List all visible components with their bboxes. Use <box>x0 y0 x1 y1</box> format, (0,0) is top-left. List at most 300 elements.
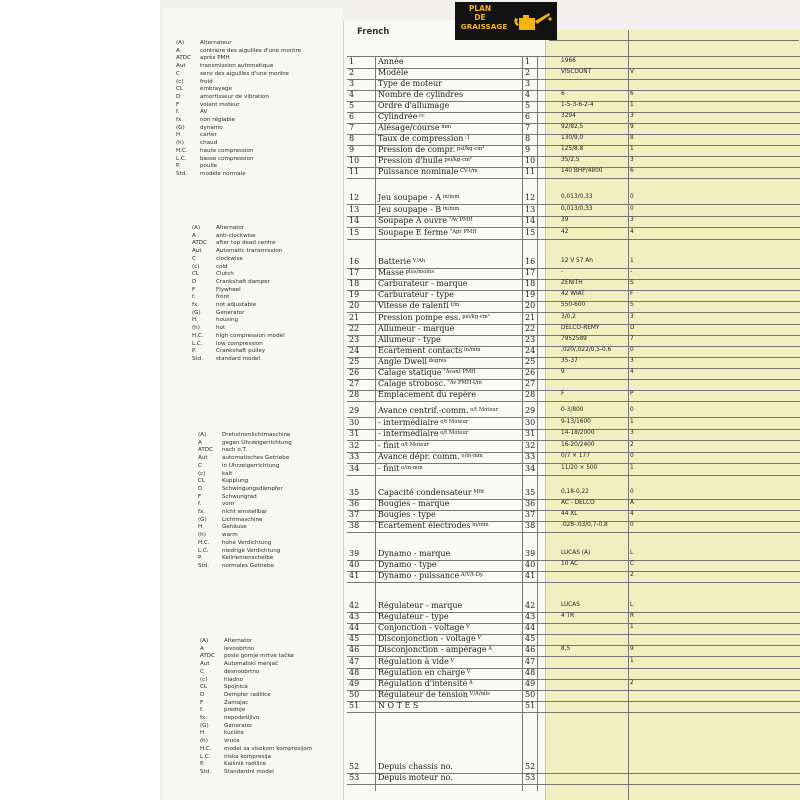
row-number-right: 18 <box>525 279 536 289</box>
glossary-entry <box>192 325 285 333</box>
glossary-entry <box>192 302 285 310</box>
glossary-definition: clockwise <box>216 255 243 262</box>
glossary-abbreviation: D <box>198 485 203 492</box>
spec-row <box>345 560 800 571</box>
glossary-abbreviation: (A) <box>192 225 201 231</box>
glossary-entry <box>176 40 301 48</box>
row-unit: t/m <box>448 302 460 309</box>
row-number-right: 45 <box>525 634 536 644</box>
row-value-next: 0 <box>630 489 634 495</box>
glossary-definition: chaud <box>200 140 218 147</box>
glossary-entry <box>200 653 312 661</box>
row-unit: o/t Moteur <box>468 407 499 413</box>
glossary-entry <box>192 317 285 325</box>
row-number-right: 9 <box>525 145 531 154</box>
row-number-right: 27 <box>525 379 536 389</box>
glossary-abbreviation: (h) <box>192 325 200 332</box>
row-number-right: 20 <box>525 301 536 311</box>
row-label: Soupape A ouvre $^{^\circ Av PMH}$ <box>378 216 473 225</box>
row-unit: V <box>465 668 471 675</box>
row-number-right: 17 <box>525 268 536 278</box>
glossary-definition: dynamo <box>200 124 223 131</box>
row-value: 9 <box>561 369 565 375</box>
row-number-right: 21 <box>525 312 536 322</box>
row-number: 31 <box>349 429 360 439</box>
spec-row <box>345 79 800 90</box>
glossary-entry <box>176 63 301 71</box>
row-number: 27 <box>349 379 360 389</box>
glossary-entry <box>192 294 285 302</box>
row-number-right: 32 <box>525 440 536 450</box>
row-unit: °Avant PMH <box>441 369 476 375</box>
glossary-abbreviation: H.C. <box>192 332 204 339</box>
row-number: 22 <box>349 323 360 333</box>
row-unit: o/t Moteur <box>399 441 430 448</box>
row-number: 21 <box>349 312 360 322</box>
row-value: 1966 <box>561 58 576 64</box>
language-label: French <box>357 27 390 37</box>
glossary-block <box>198 432 292 571</box>
row-label: Alésage/course $^{mm}$ <box>378 123 452 132</box>
spec-row <box>345 123 800 134</box>
row-number: 51 <box>349 700 360 710</box>
row-value-next: 0 <box>630 346 634 353</box>
row-label: Régulation en charge $^V$ <box>378 667 471 677</box>
row-label: Dynamo - marque <box>378 549 451 558</box>
plan-de-graissage-badge[interactable] <box>455 2 557 40</box>
row-number-right: 7 <box>525 123 531 132</box>
row-value: .028-.03/0,7-0,8 <box>561 522 608 528</box>
row-label: Année <box>378 57 404 66</box>
row-unit: in/mm <box>470 522 489 528</box>
glossary-entry <box>176 55 301 63</box>
glossary-entry <box>200 692 312 700</box>
row-number: 32 <box>349 440 360 450</box>
row-value-next: C <box>630 561 635 568</box>
glossary-definition: hot <box>216 325 226 332</box>
row-label: Bougies - marque <box>378 499 450 508</box>
row-value: 35/2,5 <box>561 157 580 163</box>
glossary-abbreviation: F <box>192 286 196 293</box>
row-unit: :1 <box>463 135 471 141</box>
glossary-entry <box>176 117 301 125</box>
row-value: 130/9,0 <box>561 135 584 141</box>
glossary-entry <box>200 746 312 754</box>
glossary-abbreviation: C <box>192 255 196 262</box>
glossary-entry <box>192 341 285 349</box>
glossary-abbreviation: fx. <box>200 715 208 722</box>
row-label: Bougies - type <box>378 510 436 519</box>
glossary-entry <box>200 769 312 777</box>
glossary-definition: transmission automatique <box>200 63 274 70</box>
table-rule <box>549 40 799 41</box>
row-number: 4 <box>349 90 355 99</box>
row-value-next: 1 <box>630 624 634 631</box>
glossary-block <box>176 40 301 179</box>
row-unit: V <box>448 657 455 664</box>
spec-row <box>345 623 800 634</box>
glossary-abbreviation: P. <box>176 163 181 170</box>
row-number: 25 <box>349 356 360 366</box>
glossary-definition: non réglable <box>200 117 235 124</box>
glossary-abbreviation: C <box>198 462 202 469</box>
row-label: Batterie $^{V/Ah}$ <box>378 257 426 266</box>
row-number: 52 <box>349 762 360 771</box>
glossary-block <box>200 638 312 777</box>
glossary-abbreviation: L.C. <box>192 340 203 347</box>
row-value: 11/20 × 500 <box>561 465 598 471</box>
row-number: 13 <box>349 204 360 214</box>
glossary-abbreviation: ATDC <box>198 447 214 454</box>
row-number-right: 46 <box>525 645 536 655</box>
table-rule <box>347 239 800 240</box>
row-value: 3294 <box>561 113 576 119</box>
row-value-next: 4 <box>630 369 634 375</box>
row-number: 15 <box>349 227 360 237</box>
spec-row <box>345 57 800 68</box>
glossary-entry <box>198 478 292 486</box>
spec-row <box>345 301 800 312</box>
row-value: 4 TR <box>561 613 575 620</box>
row-value-next: 6 <box>630 91 634 97</box>
spec-row <box>345 90 800 101</box>
spec-row <box>345 634 800 645</box>
row-number: 14 <box>349 216 360 225</box>
row-number-right: 11 <box>525 167 536 176</box>
row-number-right: 5 <box>525 101 531 110</box>
row-number: 37 <box>349 510 360 519</box>
glossary-definition: gegen Uhrzeigerrichtung <box>222 439 292 446</box>
glossary-entry <box>198 501 292 509</box>
row-number: 49 <box>349 678 360 688</box>
glossary-entry <box>192 248 285 256</box>
table-rule <box>347 475 800 476</box>
glossary-entry <box>192 264 285 272</box>
row-number: 5 <box>349 101 355 110</box>
glossary-abbreviation: f. <box>198 501 202 508</box>
row-number-right: 31 <box>525 429 536 439</box>
row-label: - intermédiaire $^{o/t Moteur}$ <box>378 429 469 439</box>
row-number-right: 44 <box>525 623 536 633</box>
glossary-definition: Automatic transmission <box>216 248 283 255</box>
row-value-next: 3 <box>630 430 634 437</box>
glossary-entry <box>200 700 312 708</box>
glossary-definition: amortisseur de vibration <box>200 93 269 100</box>
row-value-next: A <box>630 500 634 506</box>
row-value-next: 3 <box>630 113 634 119</box>
row-label: Conjonction - voltage $^V$ <box>378 623 470 633</box>
row-number: 1 <box>349 57 355 66</box>
glossary-entry <box>198 509 292 517</box>
glossary-definition: hladno <box>224 676 244 683</box>
glossary-entry <box>198 432 292 440</box>
glossary-definition: levoobrtno <box>224 645 255 652</box>
glossary-definition: cold <box>216 263 228 270</box>
spec-row <box>345 346 800 357</box>
glossary-definition: Alternateur <box>200 40 232 46</box>
spec-row <box>345 390 800 401</box>
row-value: 0-3/800 <box>561 407 584 413</box>
row-unit: in/mm <box>441 194 460 200</box>
row-number-right: 25 <box>525 356 536 366</box>
row-number: 50 <box>349 689 360 699</box>
row-label: Disconjonction - voltage $^V$ <box>378 634 482 644</box>
glossary-definition: warm <box>222 532 238 539</box>
row-value-next: 4 <box>630 511 634 517</box>
glossary-abbreviation: f. <box>200 707 204 714</box>
row-number: 8 <box>349 134 355 143</box>
row-number-right: 13 <box>525 204 536 214</box>
row-number: 40 <box>349 560 360 570</box>
row-value: ,020/,022/0,5-0,6 <box>561 346 612 353</box>
row-label: Angle Dwell $^{degrés}$ <box>378 356 447 366</box>
row-number-right: 12 <box>525 193 536 202</box>
row-value-next: 1 <box>630 102 634 108</box>
row-unit: o/t Moteur <box>438 430 469 437</box>
glossary-entry <box>192 287 285 295</box>
row-value-next: P <box>630 391 634 398</box>
row-label: Pression de compr. $^{psi/kg-cm^2}$ <box>378 145 485 154</box>
glossary-entry <box>198 463 292 471</box>
row-value-next: L <box>630 602 634 608</box>
glossary-definition: Drehstromlichtmaschine <box>222 432 291 438</box>
glossary-entry <box>200 707 312 715</box>
row-number: 35 <box>349 488 360 497</box>
glossary-definition: Clutch <box>216 271 234 278</box>
glossary-abbreviation: H.C. <box>176 147 188 154</box>
spec-row <box>345 499 800 510</box>
row-label: Dynamo - puissance $^{A/V/t-Dy.}$ <box>378 571 484 581</box>
glossary-entry <box>200 661 312 669</box>
row-number: 24 <box>349 345 360 355</box>
glossary-abbreviation: A <box>200 645 204 652</box>
glossary-abbreviation: (G) <box>176 124 185 131</box>
glossary-definition: nach o.T. <box>222 447 248 454</box>
glossary-entry <box>192 356 285 364</box>
spec-row <box>345 441 800 452</box>
glossary-abbreviation: (c) <box>192 263 200 270</box>
row-number: 45 <box>349 634 360 644</box>
row-label: Depuis moteur no. <box>378 773 453 782</box>
glossary-entry <box>176 171 301 179</box>
row-value-next: S <box>630 280 634 287</box>
row-number: 17 <box>349 268 360 278</box>
row-number: 36 <box>349 499 360 508</box>
row-unit: cc <box>417 113 425 119</box>
row-value: LUCAS (A) <box>561 550 591 556</box>
row-number-right: 4 <box>525 90 531 99</box>
row-label: Régulation à vide $^V$ <box>378 656 455 666</box>
row-number-right: 33 <box>525 452 536 462</box>
glossary-abbreviation: H <box>176 132 181 139</box>
spec-row <box>345 668 800 679</box>
glossary-entry <box>200 684 312 692</box>
glossary-definition: prednje <box>224 707 246 714</box>
glossary-entry <box>198 447 292 455</box>
row-label: Cylindrée $^{cc}$ <box>378 112 425 121</box>
spec-row <box>345 429 800 440</box>
glossary-entry <box>176 79 301 87</box>
row-value: 125/8.8 <box>561 146 584 152</box>
row-number-right: 1 <box>525 57 531 66</box>
row-unit: V <box>464 624 470 631</box>
row-number: 23 <box>349 334 360 344</box>
spec-row <box>345 216 800 227</box>
row-label: - finit $^{o/in-mm}$ <box>378 464 423 473</box>
row-number: 44 <box>349 623 360 633</box>
glossary-abbreviation: D <box>192 278 197 285</box>
row-value: 8,5 <box>561 646 571 653</box>
row-label: Nombre de cylindres <box>378 90 464 99</box>
row-number: 3 <box>349 79 355 88</box>
spec-row <box>345 549 800 560</box>
row-value: - <box>561 269 564 276</box>
glossary-definition: sens des aiguilles d'une montre <box>200 70 289 77</box>
glossary-abbreviation: Std. <box>176 170 188 177</box>
row-value: 6 <box>561 91 565 97</box>
table-rule <box>347 532 800 533</box>
glossary-abbreviation: (c) <box>198 470 206 477</box>
glossary-abbreviation: CL <box>176 86 184 93</box>
row-number: 46 <box>349 645 360 655</box>
row-number: 29 <box>349 406 360 415</box>
glossary-definition: nicht einstellbar <box>222 509 268 516</box>
row-number: 53 <box>349 773 360 782</box>
glossary-definition: desnoobrtno <box>224 668 260 675</box>
glossary-abbreviation: f. <box>192 294 196 301</box>
row-label: Ecartement électrodes $^{in/mm}$ <box>378 521 489 530</box>
row-number-right: 10 <box>525 156 536 165</box>
row-number-right: 51 <box>525 700 536 710</box>
row-number-right: 38 <box>525 521 536 530</box>
glossary-entry <box>192 233 285 241</box>
row-value: DELCO-REMY <box>561 324 600 331</box>
spec-row <box>345 488 800 499</box>
row-unit: A <box>486 646 493 653</box>
spec-row <box>345 645 800 656</box>
row-label: Jeu soupape - A $^{in/mm}$ <box>378 193 460 202</box>
row-number: 9 <box>349 145 355 154</box>
row-number: 2 <box>349 68 355 77</box>
row-number-right: 26 <box>525 368 536 377</box>
spec-row <box>345 134 800 145</box>
glossary-entry <box>176 125 301 133</box>
row-value: 14-18/2000 <box>561 430 595 437</box>
glossary-definition: AV <box>200 109 208 116</box>
spec-row <box>345 521 800 532</box>
glossary-abbreviation: H <box>192 317 197 324</box>
spec-row <box>345 101 800 112</box>
glossary-entry <box>192 279 285 287</box>
row-value-next: 3 <box>630 357 634 364</box>
row-number-right: 43 <box>525 612 536 622</box>
row-number-right: 36 <box>525 499 536 508</box>
badge-line-3: GRAISSAGE <box>460 22 508 31</box>
glossary-abbreviation: (c) <box>176 78 184 85</box>
glossary-abbreviation: CL <box>192 271 200 278</box>
glossary-entry <box>198 563 292 571</box>
row-value-next: 0 <box>630 453 634 460</box>
row-value: LUCAS <box>561 602 580 608</box>
glossary-definition: Schwingungsdämpfer <box>222 485 283 492</box>
row-label: Taux de compression $^{:1}$ <box>378 134 471 143</box>
row-value-next: 8 <box>630 135 634 141</box>
spec-row <box>345 510 800 521</box>
glossary-definition: contraire des aiguilles d'une montre <box>200 47 302 54</box>
glossary-entry <box>198 486 292 494</box>
glossary-abbreviation: f. <box>176 109 180 116</box>
glossary-abbreviation: L.C. <box>200 753 211 760</box>
row-number-right: 41 <box>525 571 536 581</box>
glossary-entry <box>192 240 285 248</box>
row-number-right: 8 <box>525 134 531 143</box>
glossary-entry <box>176 140 301 148</box>
row-number-right: 52 <box>525 762 536 771</box>
glossary-abbreviation: (A) <box>198 432 207 438</box>
glossary-entry <box>200 761 312 769</box>
glossary-entry <box>176 148 301 156</box>
row-unit: V <box>475 635 482 642</box>
glossary-entry <box>198 494 292 502</box>
row-value: 12 V 57 Ah <box>561 258 593 264</box>
spec-row <box>345 279 800 290</box>
glossary-definition: Crankshaft pulley <box>216 348 266 355</box>
glossary-entry <box>176 132 301 140</box>
row-number: 33 <box>349 452 360 462</box>
row-number-right: 47 <box>525 656 536 666</box>
row-value-next: 5 <box>630 302 634 309</box>
row-label: Carburateur - marque <box>378 279 468 289</box>
row-number-right: 23 <box>525 334 536 344</box>
row-number-right: 39 <box>525 549 536 558</box>
row-value: 10 AC <box>561 561 579 568</box>
glossary-definition: vorn <box>222 501 235 508</box>
glossary-abbreviation: C <box>200 668 204 675</box>
row-value-next: 1 <box>630 657 634 664</box>
glossary-definition: vruće <box>224 738 240 745</box>
glossary-abbreviation: (G) <box>192 309 201 316</box>
glossary-entry <box>198 440 292 448</box>
glossary-definition: nepodešljivo <box>224 715 260 722</box>
spec-row <box>345 571 800 582</box>
glossary-abbreviation: L.C. <box>176 155 187 162</box>
row-number: 30 <box>349 417 360 427</box>
glossary-abbreviation: (h) <box>198 532 206 539</box>
row-value-next: 0 <box>630 205 634 212</box>
row-unit: in/mm <box>441 205 460 212</box>
glossary-definition: embrayage <box>200 86 232 93</box>
row-label: N O T E S <box>378 700 419 710</box>
glossary-entry <box>198 555 292 563</box>
spec-row <box>345 268 800 279</box>
row-number-right: 15 <box>525 227 536 237</box>
row-number: 43 <box>349 612 360 622</box>
glossary-definition: standard model <box>216 355 261 362</box>
glossary-entry <box>198 540 292 548</box>
glossary-entry <box>176 48 301 56</box>
row-value: 92/82,5 <box>561 124 584 130</box>
glossary-abbreviation: P. <box>198 555 203 562</box>
table-rule <box>347 784 800 785</box>
row-label: Depuis chassis no. <box>378 762 453 771</box>
row-unit: V/A/mis <box>467 690 490 697</box>
glossary-definition: housing <box>216 317 239 324</box>
row-value: 44 XL <box>561 511 578 517</box>
glossary-abbreviation: (A) <box>200 638 209 644</box>
glossary-definition: Alternator <box>224 638 253 644</box>
glossary-definition: modèle normale <box>200 170 246 177</box>
glossary-abbreviation: (A) <box>176 40 185 46</box>
